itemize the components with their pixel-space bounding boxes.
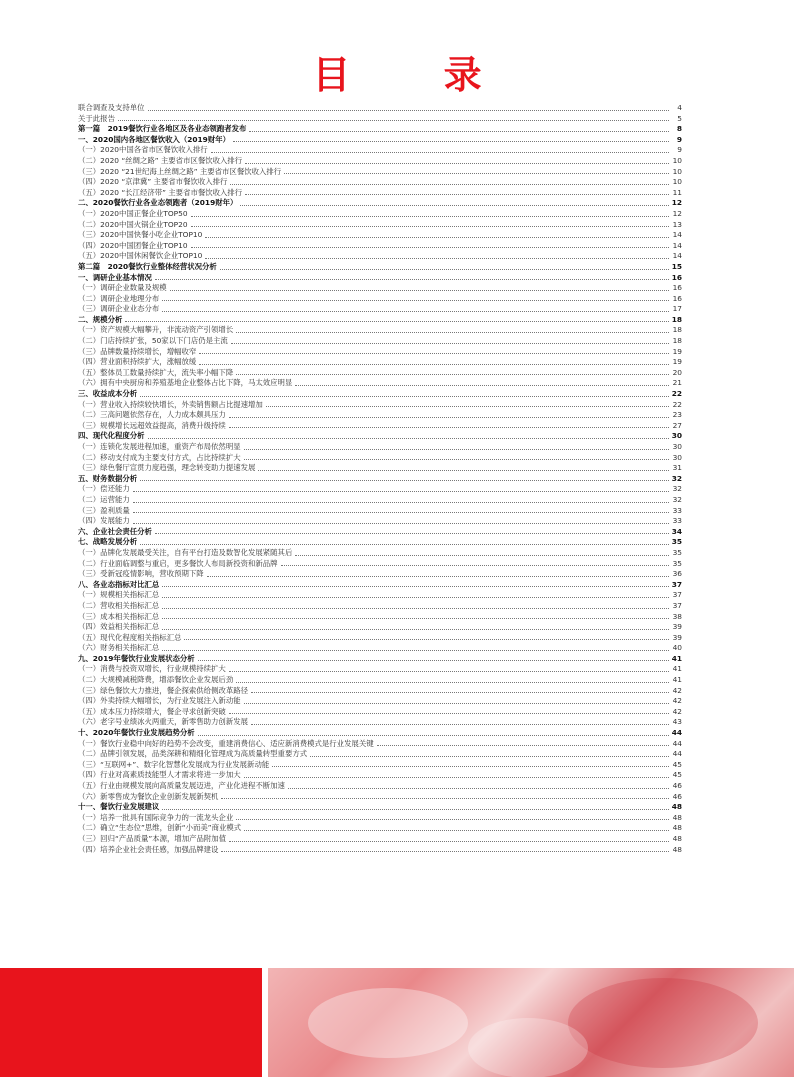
toc-entry[interactable] [78, 612, 682, 623]
toc-entry-page: 39 [672, 632, 682, 642]
toc-entry-page: 48 [672, 844, 682, 854]
toc-leader-dots [170, 290, 669, 291]
toc-entry[interactable] [78, 802, 682, 813]
toc-entry-label: （三）盈利质量 [78, 505, 130, 515]
toc-leader-dots [140, 480, 669, 481]
toc-entry-label: （三）调研企业业态分布 [78, 304, 160, 314]
toc-entry[interactable] [78, 580, 682, 591]
toc-leader-dots [266, 406, 669, 407]
toc-entry[interactable] [78, 357, 682, 368]
toc-entry-page: 38 [672, 611, 682, 621]
toc-entry[interactable] [78, 198, 682, 209]
page-title: 目 录 [312, 53, 522, 97]
toc-entry[interactable] [78, 304, 682, 315]
toc-entry[interactable] [78, 474, 682, 485]
toc-entry-page: 9 [677, 145, 682, 155]
toc-entry-page: 46 [672, 781, 682, 790]
toc-entry-page: 45 [672, 759, 682, 769]
toc-entry-label: （四）2020 “京津冀” 主要省市餐饮收入排行 [78, 177, 228, 187]
toc-entry[interactable] [78, 389, 682, 400]
toc-entry-page: 45 [672, 770, 682, 780]
toc-leader-dots [133, 512, 669, 513]
toc-leader-dots [233, 141, 669, 142]
toc-entry[interactable] [78, 400, 682, 411]
toc-entry-label: （六）老字号业绩冰火两重天，新零售助力创新发展 [78, 717, 248, 727]
toc-leader-dots [162, 650, 669, 651]
toc-entry-page: 48 [672, 833, 682, 843]
toc-entry[interactable] [78, 325, 682, 336]
toc-entry-page: 18 [672, 325, 682, 335]
toc-leader-dots [148, 438, 669, 439]
toc-entry-page: 33 [672, 516, 682, 526]
toc-leader-dots [229, 713, 669, 714]
toc-entry-page: 14 [672, 240, 682, 250]
toc-entry-label: （一）营业收入持续较快增长，外卖销售额占比提速增加 [78, 399, 263, 409]
toc-leader-dots [244, 703, 669, 704]
toc-entry[interactable] [78, 686, 682, 697]
toc-entry-page: 41 [672, 664, 682, 674]
toc-entry[interactable] [78, 421, 682, 432]
toc-entry-page: 15 [671, 261, 682, 271]
toc-leader-dots [244, 459, 669, 460]
toc-entry-page: 18 [672, 336, 682, 346]
toc-entry[interactable] [78, 368, 682, 379]
toc-entry-page: 48 [672, 812, 682, 822]
toc-entry[interactable] [78, 495, 682, 506]
toc-entry-label: 五、财务数据分析 [78, 473, 138, 483]
toc-entry[interactable] [78, 135, 682, 146]
toc-entry-label: 一、调研企业基本情况 [78, 272, 152, 282]
toc-leader-dots [245, 163, 669, 164]
toc-entry-page: 12 [672, 208, 682, 218]
toc-leader-dots [205, 258, 669, 259]
toc-entry[interactable] [78, 431, 682, 442]
toc-entry-label: （三）2020 “21世纪海上丝绸之路” 主要省市区餐饮收入排行 [78, 166, 282, 176]
toc-entry-label: 第二篇 2020餐饮行业整体经营状况分析 [78, 261, 217, 271]
toc-entry[interactable] [78, 347, 682, 358]
toc-entry[interactable] [78, 622, 682, 633]
toc-entry-label: （二）行业面临调整与重启，更多餐饮人布局新投资和新品牌 [78, 558, 278, 568]
toc-entry-page: 37 [671, 579, 682, 589]
toc-entry-label: （一）2020中国正餐企业TOP50 [78, 208, 188, 218]
toc-entry[interactable] [78, 103, 682, 114]
toc-entry-label: （三）绿色餐饮大力推进，餐企探索供给侧改革路径 [78, 685, 248, 695]
toc-entry[interactable] [78, 696, 682, 707]
toc-entry-page: 30 [672, 442, 682, 451]
toc-entry-label: （一）品牌化发展最受关注，自有平台打造及数智化发展紧随其后 [78, 547, 293, 557]
toc-entry[interactable] [78, 654, 682, 665]
toc-entry[interactable] [78, 675, 682, 686]
toc-leader-dots [162, 300, 669, 301]
toc-leader-dots [207, 576, 669, 577]
toc-entry-page: 16 [671, 272, 682, 282]
toc-entry-page: 36 [672, 569, 682, 579]
toc-entry-label: 九、2019年餐饮行业发展状态分析 [78, 653, 195, 663]
toc-leader-dots [281, 565, 669, 566]
toc-entry-label: 八、各业态指标对比汇总 [78, 579, 160, 589]
toc-entry[interactable] [78, 548, 682, 559]
toc-entry-page: 11 [672, 187, 682, 197]
toc-leader-dots [236, 682, 669, 683]
toc-leader-dots [236, 332, 669, 333]
toc-leader-dots [295, 555, 669, 556]
toc-entry[interactable] [78, 516, 682, 527]
toc-entry[interactable] [78, 283, 682, 294]
toc-entry[interactable] [78, 177, 682, 188]
toc-entry[interactable] [78, 251, 682, 262]
toc-leader-dots [251, 692, 669, 693]
toc-entry-page: 34 [671, 526, 682, 536]
toc-entry[interactable] [78, 463, 682, 474]
toc-entry[interactable] [78, 845, 682, 856]
toc-leader-dots [140, 396, 669, 397]
toc-leader-dots [198, 660, 669, 661]
toc-entry[interactable] [78, 527, 682, 538]
toc-leader-dots [199, 364, 669, 365]
toc-leader-dots [244, 449, 669, 450]
toc-leader-dots [288, 788, 669, 789]
toc-entry-page: 22 [672, 399, 682, 409]
toc-leader-dots [245, 194, 669, 195]
toc-entry[interactable] [78, 230, 682, 241]
toc-entry-page: 32 [672, 484, 682, 494]
footer-photo-highlight [308, 988, 468, 1058]
toc-entry[interactable] [78, 484, 682, 495]
toc-entry-label: 三、收益成本分析 [78, 389, 138, 399]
toc-leader-dots [155, 533, 669, 534]
toc-entry-label: 十一、餐饮行业发展建议 [78, 802, 160, 812]
toc-entry[interactable] [78, 569, 682, 580]
toc-entry-page: 27 [672, 420, 682, 430]
toc-entry[interactable] [78, 823, 682, 834]
toc-entry-label: （二）三高问题依然存在，人力成本颇具压力 [78, 410, 226, 420]
toc-leader-dots [133, 523, 669, 524]
toc-entry-page: 33 [672, 505, 682, 515]
toc-entry-page: 23 [672, 410, 682, 420]
toc-entry[interactable] [78, 781, 682, 792]
toc-entry-page: 9 [676, 134, 682, 144]
toc-entry-page: 40 [672, 643, 682, 653]
toc-entry-label: （四）2020中国团餐企业TOP10 [78, 240, 188, 250]
toc-entry-page: 39 [672, 622, 682, 632]
toc-leader-dots [221, 798, 669, 799]
toc-leader-dots [251, 724, 669, 725]
toc-entry-page: 22 [671, 389, 682, 399]
toc-leader-dots [258, 470, 669, 471]
toc-entry-label: （二）移动支付成为主要支付方式，占比持续扩大 [78, 452, 241, 462]
toc-entry-label: （四）行业对高素质技能型人才需求将进一步加大 [78, 770, 241, 780]
toc-entry[interactable] [78, 813, 682, 824]
toc-entry-label: （二）2020 “丝绸之路” 主要省市区餐饮收入排行 [78, 155, 243, 165]
toc-entry[interactable] [78, 209, 682, 220]
toc-entry-label: （四）培养企业社会责任感，加强品牌建设 [78, 844, 219, 854]
toc-entry-label: （四）营业面积持续扩大，涨幅放缓 [78, 357, 197, 367]
toc-leader-dots [148, 110, 669, 111]
table-of-contents [78, 103, 682, 855]
toc-entry-page: 10 [672, 177, 682, 187]
toc-entry-page: 12 [671, 198, 682, 208]
toc-entry-label: 七、战略发展分析 [78, 537, 138, 547]
toc-entry-page: 17 [672, 304, 682, 314]
footer-red-band [0, 968, 262, 1077]
toc-entry[interactable] [78, 749, 682, 760]
toc-leader-dots [249, 131, 669, 132]
toc-entry-label: （一）2020中国各省市区餐饮收入排行 [78, 145, 208, 155]
footer-photo-band [268, 968, 794, 1077]
toc-entry[interactable] [78, 156, 682, 167]
toc-entry-page: 37 [672, 590, 682, 600]
toc-entry-page: 14 [672, 230, 682, 240]
toc-entry[interactable] [78, 728, 682, 739]
toc-entry-label: （二）确立“生态位”思维，创新“小而美”商业模式 [78, 823, 242, 833]
toc-entry-page: 32 [672, 494, 682, 504]
toc-leader-dots [221, 851, 669, 852]
toc-entry[interactable] [78, 537, 682, 548]
toc-entry-label: （一）调研企业数量及规模 [78, 283, 167, 293]
toc-entry-label: （二）运营能力 [78, 494, 130, 504]
toc-leader-dots [133, 491, 669, 492]
toc-leader-dots [230, 184, 669, 185]
toc-leader-dots [191, 216, 669, 217]
toc-leader-dots [272, 766, 669, 767]
toc-entry-page: 41 [672, 675, 682, 685]
toc-entry-label: （一）餐饮行业稳中向好的趋势不会改变，重建消费信心、适应新消费模式是行业发展关键 [78, 738, 374, 748]
toc-entry-label: （六）财务相关指标汇总 [78, 643, 160, 653]
toc-entry[interactable] [78, 124, 682, 135]
toc-leader-dots [184, 639, 669, 640]
toc-leader-dots [191, 226, 669, 227]
toc-entry-label: （二）调研企业地理分布 [78, 293, 160, 303]
toc-entry[interactable] [78, 410, 682, 421]
toc-entry-label: （一）偿还能力 [78, 484, 130, 494]
toc-entry[interactable] [78, 643, 682, 654]
toc-entry-page: 32 [671, 473, 682, 483]
toc-entry-label: 二、规模分析 [78, 314, 123, 324]
toc-leader-dots [284, 173, 669, 174]
toc-entry-page: 48 [672, 823, 682, 833]
toc-entry-label: （一）培养一批具有国际竞争力的一流龙头企业 [78, 812, 234, 822]
toc-leader-dots [140, 544, 669, 545]
toc-entry-label: （二）2020中国火锅企业TOP20 [78, 219, 188, 229]
toc-entry-label: （三）2020中国快餐小吃企业TOP10 [78, 230, 203, 240]
toc-entry-page: 41 [671, 653, 682, 663]
toc-entry[interactable] [78, 792, 682, 803]
toc-entry-label: 联合调查及支持单位 [78, 103, 145, 112]
toc-entry[interactable] [78, 145, 682, 156]
toc-leader-dots [162, 809, 668, 810]
toc-leader-dots [244, 777, 669, 778]
toc-entry-page: 44 [672, 749, 682, 759]
toc-entry-label: 十、2020年餐饮行业发展趋势分析 [78, 728, 195, 738]
toc-entry-page: 14 [672, 251, 682, 261]
toc-entry-label: 四、现代化程度分析 [78, 431, 145, 441]
toc-entry-page: 5 [677, 113, 682, 123]
toc-leader-dots [310, 756, 669, 757]
toc-entry-page: 4 [677, 103, 682, 112]
toc-leader-dots [220, 269, 669, 270]
toc-entry-label: （四）效益相关指标汇总 [78, 622, 160, 632]
toc-entry[interactable] [78, 262, 682, 273]
toc-entry-label: （六）新零售成为餐饮企业创新发展新契机 [78, 791, 219, 801]
toc-leader-dots [240, 205, 668, 206]
toc-entry-label: 六、企业社会责任分析 [78, 526, 152, 536]
toc-leader-dots [229, 417, 669, 418]
toc-leader-dots [229, 841, 669, 842]
toc-leader-dots [125, 321, 668, 322]
toc-entry-page: 35 [671, 537, 682, 547]
toc-entry[interactable] [78, 453, 682, 464]
toc-leader-dots [236, 819, 669, 820]
toc-entry-page: 44 [671, 728, 682, 738]
toc-leader-dots [162, 311, 669, 312]
toc-leader-dots [295, 385, 669, 386]
toc-entry-page: 42 [672, 685, 682, 695]
toc-entry-label: （三）规模增长远超效益提高，消费升级持续 [78, 420, 226, 430]
toc-entry-page: 19 [672, 357, 682, 367]
toc-entry[interactable] [78, 770, 682, 781]
toc-entry-page: 35 [672, 547, 682, 557]
toc-entry-label: （三）品牌数量持续增长，增幅收窄 [78, 346, 197, 356]
toc-entry-label: （二）品牌引领发展，品类深耕和精细化管理成为高质量转型重要方式 [78, 749, 308, 759]
toc-entry-page: 16 [672, 293, 682, 303]
toc-entry-page: 48 [671, 802, 682, 812]
toc-entry-label: 二、2020餐饮行业各业态领跑者（2019财年） [78, 198, 238, 208]
toc-leader-dots [229, 427, 669, 428]
toc-entry[interactable] [78, 717, 682, 728]
toc-entry-page: 37 [672, 600, 682, 610]
toc-leader-dots [162, 618, 669, 619]
toc-entry-label: （四）外卖持续大幅增长，为行业发展注入新动能 [78, 696, 241, 706]
footer-photo-highlight-2 [468, 1018, 588, 1078]
toc-entry[interactable] [78, 442, 682, 453]
toc-entry-label: （三）绿色餐厅宣贯力度趋强，理念转变助力提速发展 [78, 463, 256, 473]
toc-entry-label: （二）门店持续扩张，50家以下门店仍是主流 [78, 336, 228, 346]
toc-entry-page: 16 [672, 283, 682, 293]
toc-entry-label: （一）资产规模大幅攀升，非流动资产引领增长 [78, 325, 234, 335]
toc-entry[interactable] [78, 220, 682, 231]
toc-entry-label: 关于此报告 [78, 113, 115, 123]
toc-entry-page: 43 [672, 717, 682, 727]
toc-entry-page: 31 [672, 463, 682, 473]
toc-entry[interactable] [78, 707, 682, 718]
toc-entry-page: 18 [671, 314, 682, 324]
toc-leader-dots [155, 279, 669, 280]
toc-entry[interactable] [78, 739, 682, 750]
toc-leader-dots [162, 597, 669, 598]
toc-entry-page: 10 [672, 155, 682, 165]
toc-entry-label: 一、2020国内各地区餐饮收入（2019财年） [78, 134, 231, 144]
toc-entry-label: （五）行业由规模发展向高质量发展迈进，产业化进程不断加速 [78, 781, 285, 790]
toc-entry-page: 30 [672, 452, 682, 462]
toc-entry-label: （五）2020中国休闲餐饮企业TOP10 [78, 251, 203, 261]
toc-entry-label: （六）拥有中央厨房和养殖基地企业整体占比下降，马太效应明显 [78, 378, 293, 388]
toc-entry-label: （五）整体员工数量持续扩大，流失率小幅下降 [78, 367, 234, 377]
toc-entry[interactable] [78, 590, 682, 601]
toc-entry[interactable] [78, 664, 682, 675]
toc-leader-dots [118, 120, 669, 121]
toc-entry-page: 44 [672, 738, 682, 748]
toc-entry-page: 13 [672, 219, 682, 229]
toc-entry-label: （五）成本压力持续增大，餐企寻求创新突破 [78, 706, 226, 716]
toc-entry-label: （三）回归“产品质量”本源，增加产品附加值 [78, 833, 227, 843]
toc-entry-page: 42 [672, 706, 682, 716]
toc-entry[interactable] [78, 167, 682, 178]
toc-leader-dots [162, 608, 669, 609]
toc-entry[interactable] [78, 114, 682, 125]
toc-entry[interactable] [78, 506, 682, 517]
toc-entry-page: 8 [676, 124, 682, 134]
toc-entry-page: 10 [672, 166, 682, 176]
toc-leader-dots [199, 353, 669, 354]
toc-entry-label: （一）连锁化发展进程加速，重资产布局依然明显 [78, 442, 241, 451]
toc-leader-dots [162, 629, 669, 630]
toc-entry-label: （三）成本相关指标汇总 [78, 611, 160, 621]
toc-entry[interactable] [78, 315, 682, 326]
toc-entry-label: （四）发展能力 [78, 516, 130, 526]
toc-entry[interactable] [78, 834, 682, 845]
toc-entry[interactable] [78, 633, 682, 644]
toc-leader-dots [191, 247, 669, 248]
toc-entry[interactable] [78, 241, 682, 252]
toc-entry-label: （一）消费与投资双增长，行业规模持续扩大 [78, 664, 226, 674]
toc-entry[interactable] [78, 378, 682, 389]
toc-entry[interactable] [78, 273, 682, 284]
toc-entry-label: 第一篇 2019餐饮行业各地区及各业态领跑者发布 [78, 124, 247, 134]
toc-leader-dots [377, 745, 669, 746]
toc-entry[interactable] [78, 188, 682, 199]
toc-entry-label: （五）现代化程度相关指标汇总 [78, 632, 182, 642]
toc-entry[interactable] [78, 601, 682, 612]
toc-leader-dots [244, 830, 669, 831]
toc-leader-dots [231, 343, 669, 344]
toc-entry-page: 30 [671, 431, 682, 441]
toc-entry-page: 19 [672, 346, 682, 356]
toc-entry-label: （一）规模相关指标汇总 [78, 590, 160, 600]
toc-entry[interactable] [78, 336, 682, 347]
toc-entry-page: 46 [672, 791, 682, 801]
toc-entry-page: 42 [672, 696, 682, 706]
toc-entry[interactable] [78, 559, 682, 570]
toc-leader-dots [198, 735, 669, 736]
toc-entry[interactable] [78, 760, 682, 771]
toc-leader-dots [211, 152, 669, 153]
toc-leader-dots [205, 237, 669, 238]
toc-entry-label: （三）“互联网+”、数字化智慧化发展成为行业发展新动能 [78, 759, 270, 769]
toc-entry[interactable] [78, 294, 682, 305]
footer-photo-shadow [568, 978, 758, 1068]
toc-entry-page: 20 [672, 367, 682, 377]
toc-entry-label: （五）2020 “长江经济带” 主要省市餐饮收入排行 [78, 187, 243, 197]
toc-entry-label: （二）营收相关指标汇总 [78, 600, 160, 610]
toc-entry-label: （三）受新冠疫情影响，营收预期下降 [78, 569, 204, 579]
toc-entry-page: 35 [672, 558, 682, 568]
toc-entry-page: 21 [672, 378, 682, 388]
toc-entry-label: （二）大规模减税降费，增添餐饮企业发展后劲 [78, 675, 234, 685]
toc-leader-dots [229, 671, 669, 672]
toc-leader-dots [162, 586, 668, 587]
toc-leader-dots [133, 502, 669, 503]
toc-leader-dots [236, 374, 669, 375]
